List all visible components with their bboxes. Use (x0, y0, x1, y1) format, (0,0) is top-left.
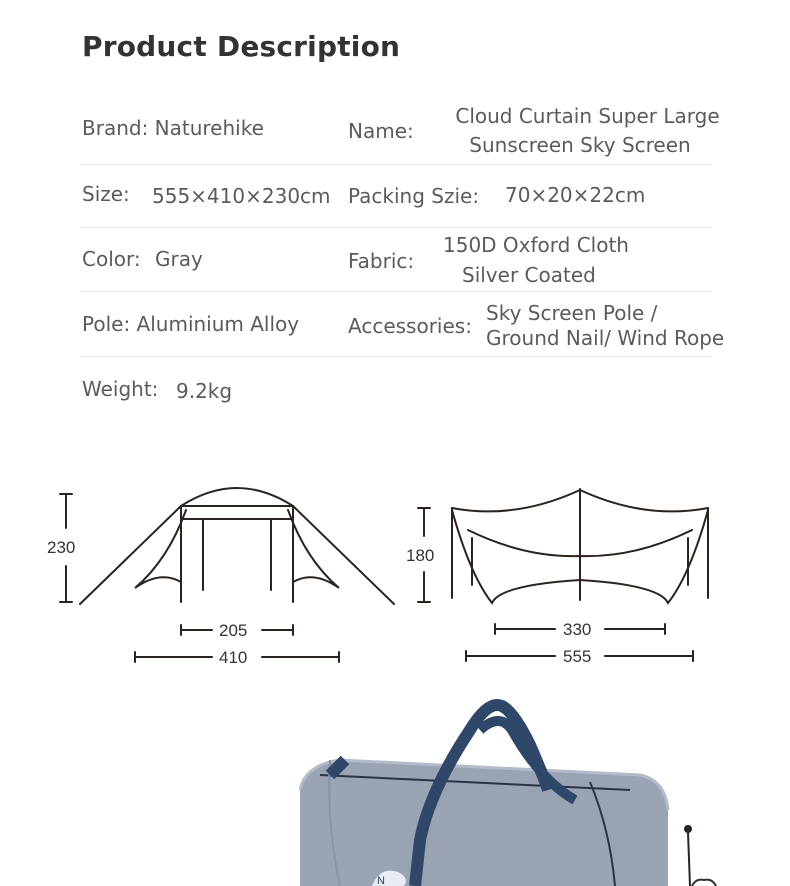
svg-text:N: N (377, 875, 385, 886)
weight-label: Weight: (82, 377, 159, 401)
accessories-value-line1: Sky Screen Pole / (486, 301, 658, 325)
pole-spec: Pole: Aluminium Alloy (82, 312, 300, 336)
side-inner-width-label: 205 (219, 621, 248, 640)
side-height-label: 230 (47, 538, 76, 557)
fabric-label: Fabric: (348, 249, 415, 273)
packing-size-label: Packing Szie: (348, 184, 480, 208)
carry-bag-image (300, 705, 668, 886)
front-outer-width-label: 555 (563, 647, 592, 666)
fabric-value-line2: Silver Coated (462, 263, 596, 287)
name-value-line1: Cloud Curtain Super Large (455, 104, 720, 128)
color-label: Color: (82, 247, 141, 271)
front-view-diagram (452, 489, 708, 603)
height-marker-dot (684, 825, 692, 833)
side-outer-width-label: 410 (219, 648, 248, 667)
weight-value: 9.2kg (176, 379, 233, 403)
fabric-value-line1: 150D Oxford Cloth (443, 233, 629, 257)
size-label: Size: (82, 182, 130, 206)
size-value: 555×410×230cm (152, 184, 331, 208)
accessories-value-line2: Ground Nail/ Wind Rope (486, 326, 725, 350)
packing-size-value: 70×20×22cm (505, 183, 646, 207)
front-inner-width-label: 330 (563, 620, 592, 639)
accessories-label: Accessories: (348, 314, 472, 338)
name-label: Name: (348, 119, 414, 143)
brand-spec: Brand: Naturehike (82, 116, 264, 140)
front-height-label: 180 (406, 546, 435, 565)
color-value: Gray (155, 247, 203, 271)
side-view-diagram (80, 488, 394, 604)
name-value-line2: Sunscreen Sky Screen (469, 133, 691, 157)
page-title: Product Description (82, 30, 401, 63)
